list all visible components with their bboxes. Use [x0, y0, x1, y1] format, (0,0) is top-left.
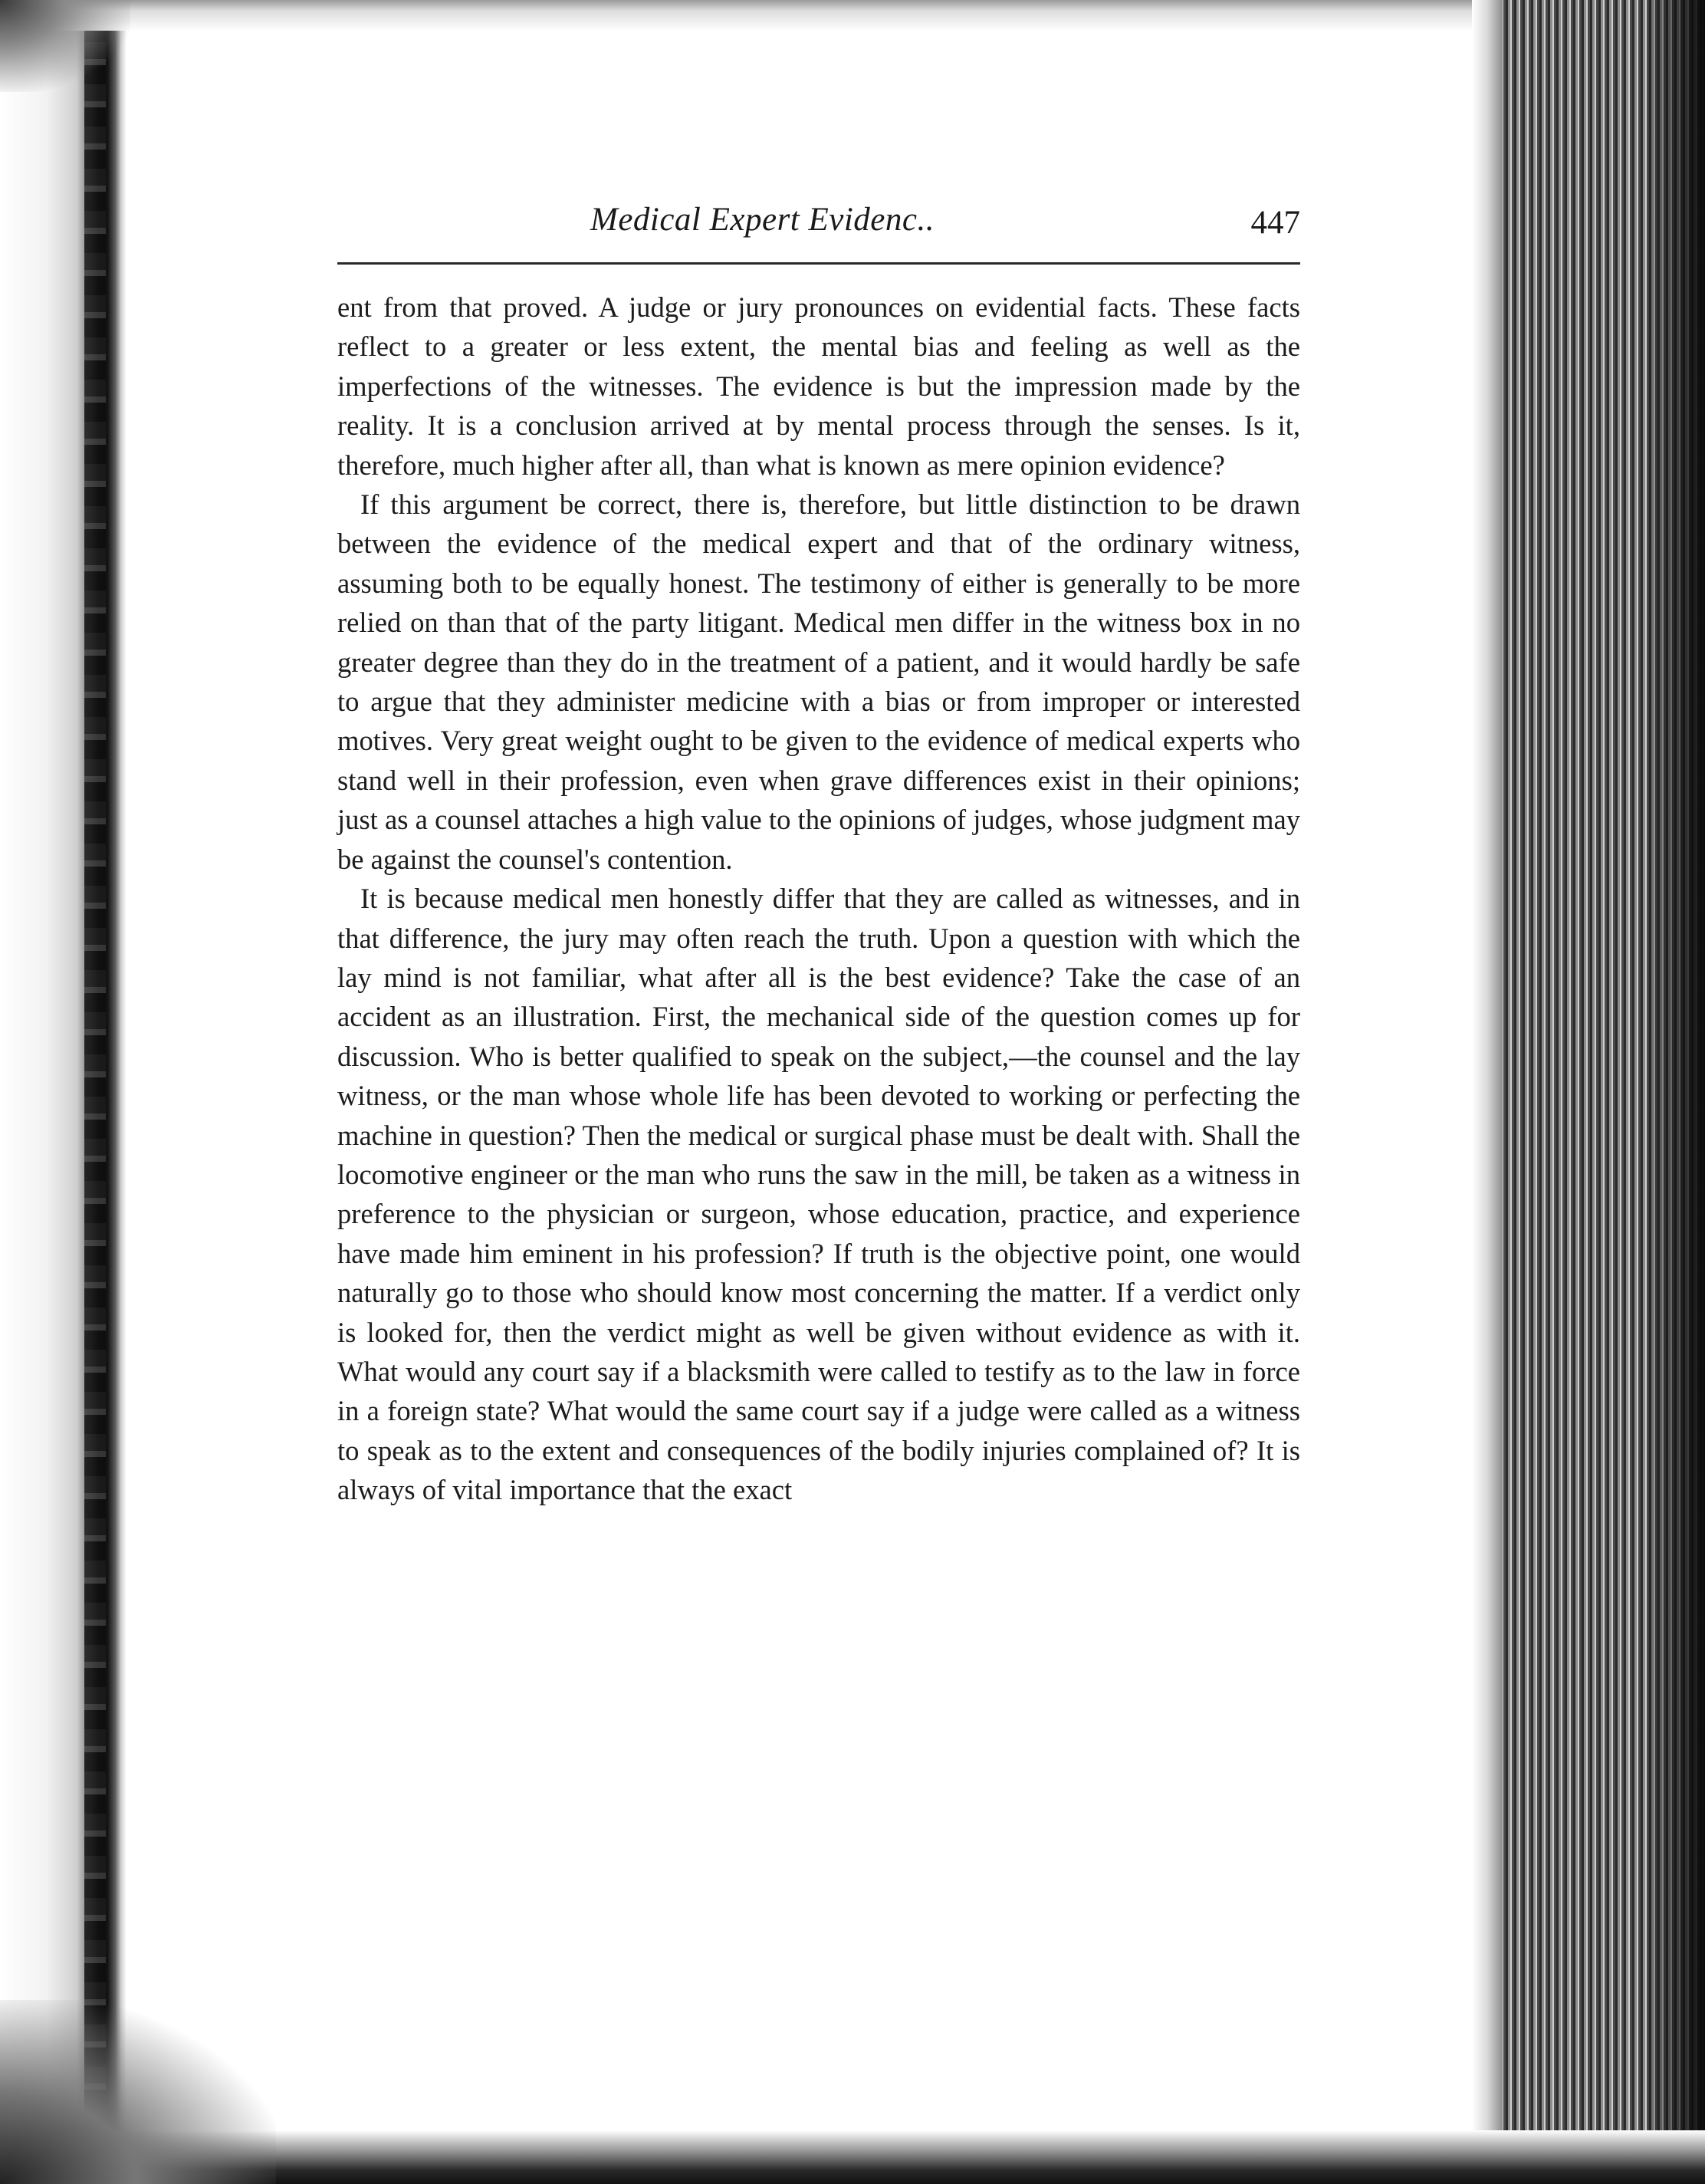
top-left-corner-shadow [0, 0, 130, 92]
page-number: 447 [1250, 205, 1300, 241]
paragraph: It is because medical men honestly differ that they are called as witnesses, and in that difference, the jury may often reach the truth. Upon a question with which the lay mind is not familiar, what after all is the best evidence? Take the case of an accident as an illustration. First, the mechanical side of the question comes up for discussion. Who is better qualified to speak on the subject,—the counsel and the lay witness, or the man whose whole life has been devoted to working or perfecting the machine in question? Then the medical or surgical phase must be dealt with. Shall the locomotive engineer or the man who runs the saw in the mill, be taken as a witness in preference to the physician or surgeon, whose education, practice, and experience have made him eminent in his profession? If truth is the objective point, one would naturally go to those who should know most concerning the matter. If a verdict only is looked for, then the verdict might as well be given without evidence as with it. What would any court say if a blacksmith were called to testify as to the law in force in a foreign state? What would the same court say if a judge were called as a witness to speak as to the extent and consequences of the bodily injuries complained of? It is always of vital importance that the exact [337, 883, 1300, 1506]
paragraph: If this argument be correct, there is, therefore, but little distinction to be drawn between the evidence of the medical expert and that of the ordinary witness, assuming both to be equally honest. The testimony of either is generally to be more relied on than that of the party litigant. Medical men differ in the witness box in no greater degree than they do in the treatment of a patient, and it would hardly be safe to argue that they administer medicine with a bias or from improper or interested motives. Very great weight ought to be given to the evidence of medical experts who stand well in their profession, even when grave differences exist in their opinions; just as a counsel attaches a high value to the opinions of judges, whose judgment may be against the counsel's contention. [337, 488, 1300, 875]
body-text [337, 288, 1300, 1510]
page-edge-highlight [1472, 0, 1503, 2184]
book-spine-shadow [0, 0, 126, 2184]
bottom-left-corner-shadow [0, 2000, 276, 2184]
top-edge-shadow [0, 0, 1705, 31]
page-header [337, 201, 1300, 255]
running-title: Medical Expert Evidenc.. [590, 202, 935, 238]
page-edge-dark [1648, 0, 1705, 2184]
header-rule [337, 262, 1300, 265]
book-spine-binding [84, 0, 106, 2184]
paragraph: ent from that proved. A judge or jury pronounces on evidential facts. These facts reflect to a greater or less extent, the mental bias and feeling as well as the imperfections of the witnesses. The evidence is but the impression made by the reality. It is a conclusion arrived at by mental process through the senses. Is it, therefore, much higher after all, than what is known as mere opinion evidence? [337, 291, 1300, 481]
